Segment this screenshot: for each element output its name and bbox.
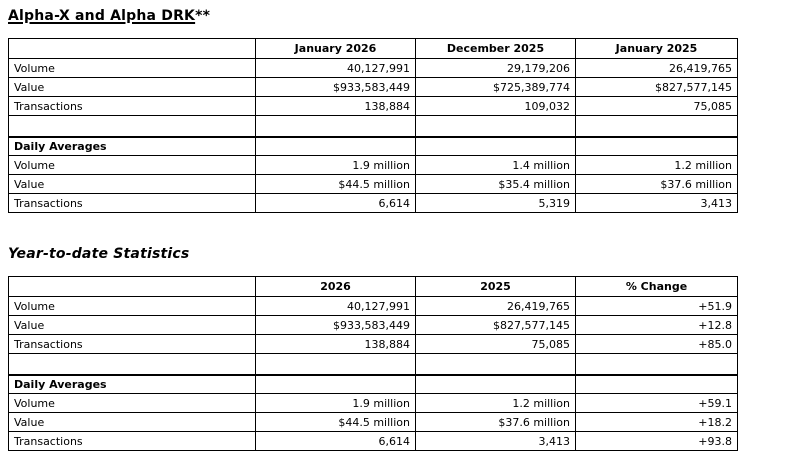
cell-value: $35.4 million <box>416 175 576 194</box>
cell-value: 3,413 <box>416 432 576 451</box>
cell-value: $44.5 million <box>256 175 416 194</box>
cell-value: $37.6 million <box>576 175 738 194</box>
cell-value: +12.8 <box>576 316 738 335</box>
cell-value: 26,419,765 <box>416 297 576 316</box>
data-row <box>9 194 738 213</box>
row-label: Value <box>9 78 256 97</box>
cell-value: 109,032 <box>416 97 576 116</box>
cell-value: +59.1 <box>576 394 738 413</box>
column-header: January 2026 <box>256 39 416 59</box>
cell-value: 1.4 million <box>416 156 576 175</box>
cell-value: $44.5 million <box>256 413 416 432</box>
cell-value <box>256 137 416 156</box>
cell-value <box>576 116 738 137</box>
cell-value: 75,085 <box>416 335 576 354</box>
row-label-header <box>9 277 256 297</box>
column-header: % Change <box>576 277 738 297</box>
data-row <box>9 335 738 354</box>
data-row <box>9 156 738 175</box>
data-row <box>9 316 738 335</box>
row-label: Daily Averages <box>9 137 256 156</box>
cell-value: 5,319 <box>416 194 576 213</box>
cell-value: 1.2 million <box>416 394 576 413</box>
row-label <box>9 354 256 375</box>
cell-value: $827,577,145 <box>416 316 576 335</box>
cell-value: 40,127,991 <box>256 297 416 316</box>
cell-value: 6,614 <box>256 194 416 213</box>
cell-value: $37.6 million <box>416 413 576 432</box>
data-row <box>9 432 738 451</box>
cell-value <box>576 375 738 394</box>
cell-value <box>576 137 738 156</box>
cell-value: 1.2 million <box>576 156 738 175</box>
row-label-header <box>9 39 256 59</box>
cell-value: 26,419,765 <box>576 59 738 78</box>
row-label: Transactions <box>9 335 256 354</box>
header-row <box>9 39 738 59</box>
column-header: 2026 <box>256 277 416 297</box>
row-label: Value <box>9 175 256 194</box>
row-label: Value <box>9 316 256 335</box>
row-label <box>9 116 256 137</box>
row-label: Volume <box>9 59 256 78</box>
cell-value: +51.9 <box>576 297 738 316</box>
header-row <box>9 277 738 297</box>
data-row <box>9 297 738 316</box>
cell-value: $933,583,449 <box>256 78 416 97</box>
data-row <box>9 97 738 116</box>
cell-value <box>416 137 576 156</box>
row-label: Transactions <box>9 194 256 213</box>
cell-value: 29,179,206 <box>416 59 576 78</box>
row-label: Value <box>9 413 256 432</box>
row-label: Transactions <box>9 97 256 116</box>
cell-value: 1.9 million <box>256 394 416 413</box>
cell-value <box>256 354 416 375</box>
cell-value: 1.9 million <box>256 156 416 175</box>
cell-value: +18.2 <box>576 413 738 432</box>
ytd-stats-table <box>8 276 738 451</box>
cell-value: $827,577,145 <box>576 78 738 97</box>
monthly-section-title-text: Alpha-X and Alpha DRK <box>8 8 196 24</box>
cell-value: 138,884 <box>256 97 416 116</box>
data-row <box>9 59 738 78</box>
data-row <box>9 78 738 97</box>
cell-value: 6,614 <box>256 432 416 451</box>
row-label: Volume <box>9 394 256 413</box>
cell-value <box>256 375 416 394</box>
column-header: December 2025 <box>416 39 576 59</box>
data-row <box>9 413 738 432</box>
spacer-row <box>9 354 738 375</box>
cell-value <box>416 375 576 394</box>
cell-value: 75,085 <box>576 97 738 116</box>
section-row <box>9 375 738 394</box>
cell-value: +93.8 <box>576 432 738 451</box>
column-header: January 2025 <box>576 39 738 59</box>
monthly-section-title <box>8 8 799 25</box>
cell-value: $725,389,774 <box>416 78 576 97</box>
cell-value <box>416 116 576 137</box>
cell-value <box>576 354 738 375</box>
row-label: Volume <box>9 297 256 316</box>
monthly-section-title-suffix: ** <box>195 8 211 24</box>
cell-value: 3,413 <box>576 194 738 213</box>
ytd-section-title: Year-to-date Statistics <box>8 246 190 262</box>
cell-value <box>416 354 576 375</box>
cell-value: 40,127,991 <box>256 59 416 78</box>
monthly-stats-table <box>8 38 738 213</box>
column-header: 2025 <box>416 277 576 297</box>
spacer-row <box>9 116 738 137</box>
section-row <box>9 137 738 156</box>
cell-value <box>256 116 416 137</box>
row-label: Daily Averages <box>9 375 256 394</box>
cell-value: +85.0 <box>576 335 738 354</box>
row-label: Volume <box>9 156 256 175</box>
row-label: Transactions <box>9 432 256 451</box>
cell-value: $933,583,449 <box>256 316 416 335</box>
data-row <box>9 175 738 194</box>
cell-value: 138,884 <box>256 335 416 354</box>
data-row <box>9 394 738 413</box>
